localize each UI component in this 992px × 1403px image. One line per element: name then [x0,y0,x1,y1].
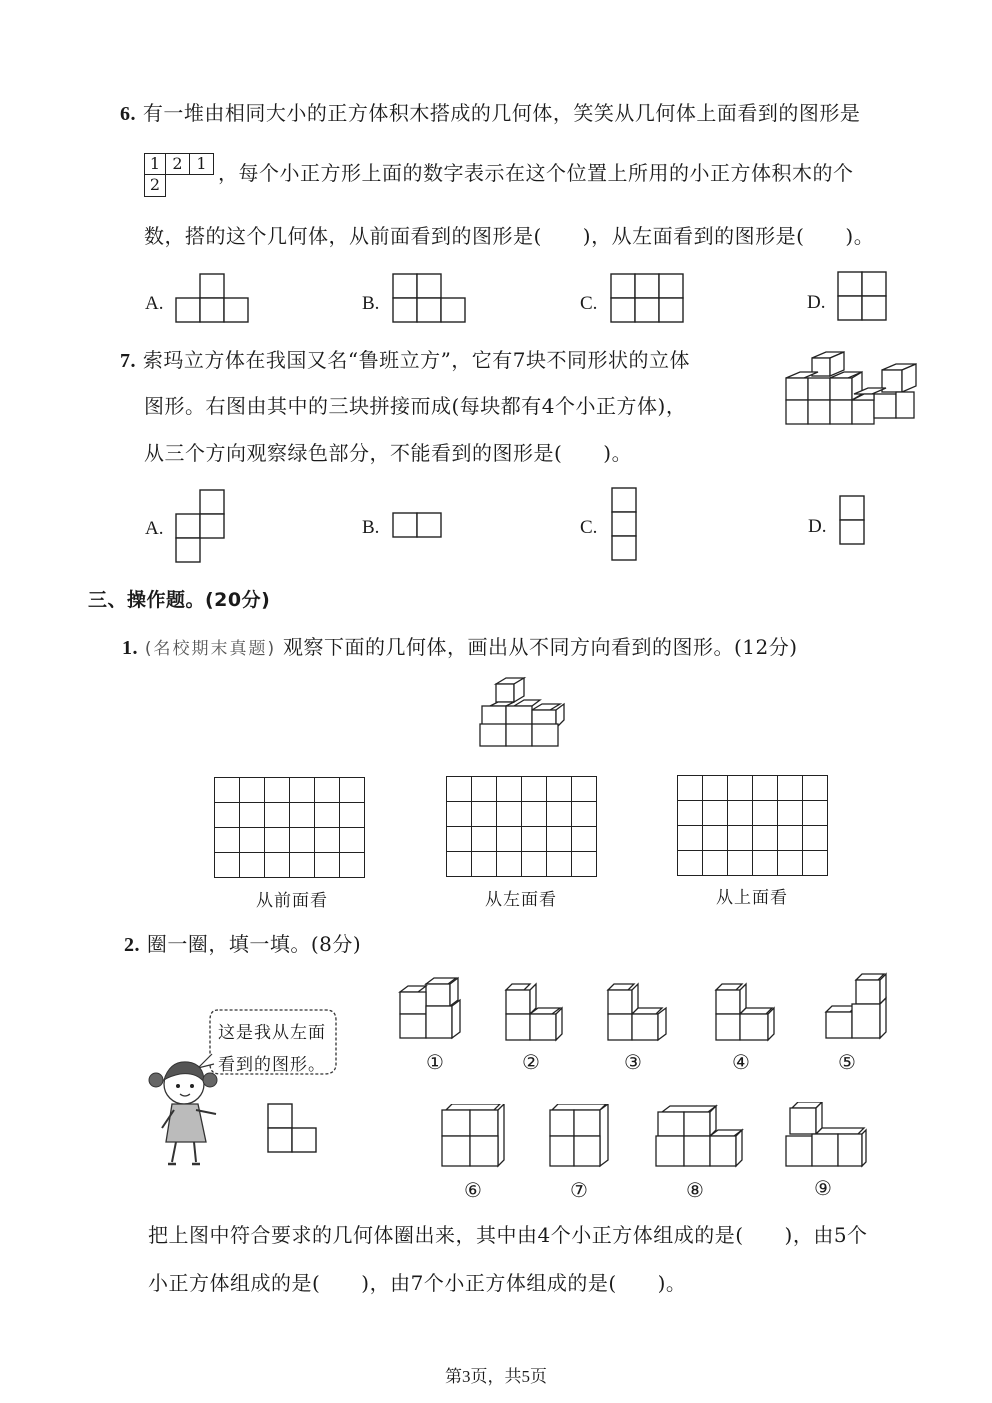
op2-label-5: ⑤ [838,1050,856,1074]
speech-line2: 看到的图形。 [218,1055,326,1075]
op2-fill-line2: 小正方体组成的是( )，由7个小正方体组成的是( )。 [148,1271,687,1295]
op2-label-8: ⑧ [686,1178,704,1202]
q6-option-a-label: A. [145,293,164,314]
q7-option-d-label: D. [808,516,827,537]
op1-text: 观察下面的几何体，画出从不同方向看到的图形。(12分) [282,635,798,659]
q6-top-view-grid [144,153,214,197]
q7-option-c-figure[interactable] [610,486,640,562]
op2-number: 2. [124,934,140,956]
q7-option-b-figure[interactable] [391,511,445,541]
q6-line3: 数，搭的这个几何体，从前面看到的图形是( )，从左面看到的图形是( )。 [144,224,875,248]
op2-label-2: ② [522,1050,540,1074]
op2-solid-3[interactable] [604,982,672,1044]
op2-solid-4[interactable] [712,982,782,1044]
q7-line3: 从三个方向观察绿色部分，不能看到的图形是( )。 [144,441,633,465]
op2-solid-1[interactable] [396,976,468,1044]
op2-fill-line1: 把上图中符合要求的几何体圈出来，其中由4个小正方体组成的是( )，由5个 [148,1223,868,1247]
op2-text: 圈一圈，填一填。(8分) [146,932,362,956]
op1-heading [122,637,798,658]
q6-line1: 有一堆由相同大小的正方体积木搭成的几何体，笑笑从几何体上面看到的图形是 [142,101,861,125]
op2-label-3: ③ [624,1050,642,1074]
q6-grid-cell: 1 [190,153,214,175]
op1-caption-left: 从左面看 [485,890,557,910]
q7-line1: 索玛立方体在我国又名“鲁班立方”，它有7块不同形状的立体 [142,348,691,372]
q6-option-a-figure[interactable] [174,272,250,324]
q6-option-b-label: B. [362,293,380,314]
speech-line1: 这是我从左面 [218,1023,326,1043]
q7-line2: 图形。右图由其中的三块拼接而成(每块都有4个小正方体)， [144,394,687,418]
op1-caption-front: 从前面看 [256,891,328,911]
q6-grid-cell: 2 [144,175,166,197]
op2-solid-9[interactable] [782,1102,868,1170]
q6-number: 6. [120,103,136,125]
q7-option-a-label: A. [145,518,164,539]
op2-label-4: ④ [732,1050,750,1074]
op2-heading [124,934,361,955]
op1-solid-figure [476,676,572,752]
op2-solid-2[interactable] [502,982,568,1044]
q6-option-c-figure[interactable] [609,272,685,324]
q7-option-d-figure[interactable] [838,494,868,546]
q6-option-d-label: D. [807,292,826,313]
op2-solid-5[interactable] [822,972,890,1044]
op2-solid-7[interactable] [546,1104,614,1170]
q6-grid-cell: 1 [144,153,166,175]
op1-caption-top: 从上面看 [716,888,788,908]
op1-front-view-grid[interactable] [214,777,365,878]
op2-label-6: ⑥ [464,1178,482,1202]
op1-top-view-grid[interactable] [677,775,828,876]
op2-label-7: ⑦ [570,1178,588,1202]
op2-label-1: ① [426,1050,444,1074]
q7-option-b-label: B. [362,517,380,538]
q7-option-c-label: C. [580,517,598,538]
q6-option-b-figure[interactable] [391,272,467,324]
page-footer: 第3页，共5页 [445,1367,547,1386]
op2-left-view-shape [266,1102,320,1156]
q7-text-line1 [120,350,690,371]
q6-text-line1 [120,103,860,124]
q7-option-a-figure[interactable] [174,488,228,564]
q7-number: 7. [120,350,136,372]
op2-solid-8[interactable] [652,1104,748,1170]
q6-option-d-figure[interactable] [836,270,888,322]
q6-line2: ，每个小正方形上面的数字表示在这个位置上所用的小正方体积木的个 [218,161,854,185]
op1-number: 1. [122,637,138,659]
op2-solid-6[interactable] [438,1104,510,1170]
op1-source-tag: (名校期末真题) [144,639,277,659]
q7-soma-cube-figure [782,350,922,430]
section3-title: 三、操作题。(20分) [88,589,271,611]
q6-grid-cell: 2 [166,153,190,175]
op1-left-view-grid[interactable] [446,776,597,877]
q6-option-c-label: C. [580,293,598,314]
op2-label-9: ⑨ [814,1176,832,1200]
